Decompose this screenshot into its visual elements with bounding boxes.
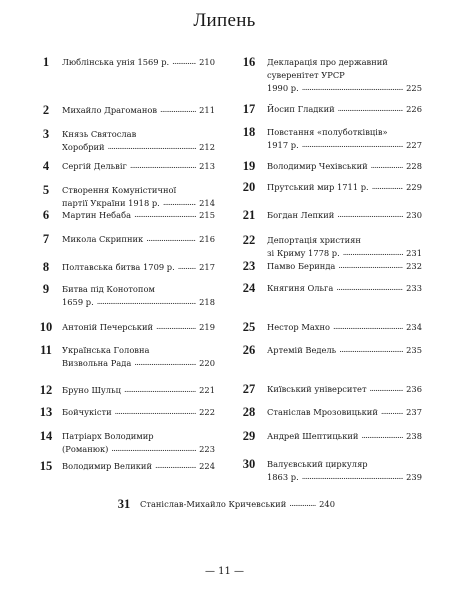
- entry-title-line: Валуєвський циркуляр: [267, 459, 368, 469]
- entry-title-line: Визвольна Рада: [62, 358, 132, 368]
- entry-text: [62, 184, 215, 210]
- dot-leader: [302, 81, 403, 94]
- entry-text: [267, 383, 422, 396]
- entry-number: 14: [39, 429, 53, 443]
- dot-leader: [97, 295, 196, 308]
- dot-leader: [338, 102, 404, 115]
- dot-leader: [178, 260, 196, 273]
- entry-number: 29: [242, 429, 256, 443]
- entry-number: 1: [42, 55, 50, 69]
- entry-title-line: Андрей Шептицький: [267, 431, 359, 441]
- entry-number: 19: [242, 159, 256, 173]
- entry-page: 219: [199, 322, 215, 332]
- entry-number: 12: [39, 383, 53, 397]
- entry-page: 218: [199, 297, 215, 307]
- entry-text: [267, 209, 422, 222]
- dot-leader: [336, 281, 403, 294]
- entry-page: 233: [406, 283, 422, 293]
- entry-title-line: Станіслав Мрозовицький: [267, 407, 378, 417]
- entry-text: [267, 103, 422, 116]
- dot-leader: [289, 497, 316, 510]
- entry-title-line: 1863 р.: [267, 472, 299, 482]
- entry-page: 212: [199, 142, 215, 152]
- entry-number: 10: [39, 320, 53, 334]
- entry-text: [267, 430, 422, 443]
- entry-text: [62, 344, 215, 370]
- entry-page: 221: [199, 385, 215, 395]
- dot-leader: [371, 159, 403, 172]
- entry-title-line: Володимир Чехівський: [267, 161, 368, 171]
- entry-title-line: Київський університет: [267, 384, 367, 394]
- entry-title-line: 1917 р.: [267, 140, 299, 150]
- entry-title-line: Володимир Великий: [62, 461, 152, 471]
- entry-title-line: (Романюк): [62, 444, 109, 454]
- dot-leader: [108, 140, 197, 153]
- entry-number: 13: [39, 405, 53, 419]
- entry-title-line: Нестор Махно: [267, 322, 330, 332]
- entry-page: 236: [406, 384, 422, 394]
- page-number: — 11 —: [204, 566, 245, 577]
- entry-title-line: Бруно Шульц: [62, 385, 121, 395]
- entry-title-line: Бойчукісти: [62, 407, 112, 417]
- dot-leader: [337, 208, 403, 221]
- dot-leader: [370, 382, 404, 395]
- entry-number: 4: [42, 159, 50, 173]
- entry-title-line: Прутський мир 1711 р.: [267, 182, 369, 192]
- entry-text: [140, 498, 335, 511]
- entry-number: 22: [242, 233, 256, 247]
- entry-page: 224: [199, 461, 215, 471]
- entry-number: 16: [242, 55, 256, 69]
- dot-leader: [124, 383, 196, 396]
- dot-leader: [134, 208, 196, 221]
- dot-leader: [339, 343, 403, 356]
- entry-page: 223: [199, 444, 215, 454]
- entry-title-line: партії України 1918 р.: [62, 198, 160, 208]
- entry-page: 232: [406, 261, 422, 271]
- entry-text: [267, 344, 422, 357]
- entry-page: 214: [199, 198, 215, 208]
- entry-text: [62, 56, 215, 69]
- entry-number: 17: [242, 102, 256, 116]
- entry-number: 11: [40, 343, 52, 357]
- dot-leader: [155, 459, 196, 472]
- dot-leader: [160, 103, 196, 116]
- entry-page: 238: [406, 431, 422, 441]
- entry-title-line: Депортація християн: [267, 235, 361, 245]
- entry-title-line: Створення Комуністичної: [62, 185, 177, 195]
- dot-leader: [381, 405, 403, 418]
- entry-text: [267, 321, 422, 334]
- dot-leader: [302, 138, 403, 151]
- entry-page: 229: [406, 182, 422, 192]
- dot-leader: [372, 180, 403, 193]
- dot-leader: [130, 159, 196, 172]
- entry-page: 225: [406, 83, 422, 93]
- entry-title: Станіслав-Михайло Кричевський: [140, 499, 287, 509]
- dot-leader: [111, 442, 196, 455]
- entry-title-line: Князь Святослав: [62, 129, 137, 139]
- entry-text: [62, 460, 215, 473]
- dot-leader: [134, 356, 196, 369]
- entry-page: 217: [199, 262, 215, 272]
- entry-title-line: Люблінська унія 1569 р.: [62, 57, 170, 67]
- entry-number: 30: [242, 457, 256, 471]
- entry-number: 25: [242, 320, 256, 334]
- dot-leader: [333, 320, 403, 333]
- entry-title-line: Українська Головна: [62, 345, 150, 355]
- dot-leader: [338, 259, 403, 272]
- entry-text: [62, 321, 215, 334]
- entry-page: 235: [406, 345, 422, 355]
- entry-title-line: Повстання «полуботківців»: [267, 127, 388, 137]
- entry-title-line: Декларація про державний: [267, 57, 388, 67]
- entry-page: 227: [406, 140, 422, 150]
- entry-text: [267, 181, 422, 194]
- entry-page: 234: [406, 322, 422, 332]
- dot-leader: [115, 405, 197, 418]
- entry-text: [62, 261, 215, 274]
- entry-number: 6: [42, 208, 50, 222]
- entry-text: [267, 282, 422, 295]
- entry-text: [62, 406, 215, 419]
- entry-title-line: Антоній Печерський: [62, 322, 154, 332]
- entry-number: 7: [42, 232, 50, 246]
- dot-leader: [156, 320, 196, 333]
- entry-title-line: Богдан Лепкий: [267, 210, 335, 220]
- entry-number: 24: [242, 281, 256, 295]
- entry-number: 9: [42, 282, 50, 296]
- entry-text: [62, 430, 215, 456]
- entry-text: [267, 160, 422, 173]
- entry-text: [62, 104, 215, 117]
- entry-number: 28: [242, 405, 256, 419]
- entry-page: 210: [199, 57, 215, 67]
- entry-title-line: зі Криму 1778 р.: [267, 248, 340, 258]
- dot-leader: [146, 232, 196, 245]
- entry-text: [62, 283, 215, 309]
- entry-page: 213: [199, 161, 215, 171]
- entry-page: 239: [406, 472, 422, 482]
- entry-text: [62, 384, 215, 397]
- entry-text: [62, 209, 215, 222]
- entry-number: 27: [242, 382, 256, 396]
- entry-page: 231: [406, 248, 422, 258]
- dot-leader: [302, 470, 403, 483]
- entry-text: [62, 128, 215, 154]
- dot-leader: [172, 55, 196, 68]
- entry-text: [267, 406, 422, 419]
- entry-number: 3: [42, 127, 50, 141]
- entry-page: 228: [406, 161, 422, 171]
- entry-title-line: Хоробрий: [62, 142, 105, 152]
- entry-number: 20: [242, 180, 256, 194]
- entry-page: 230: [406, 210, 422, 220]
- entry-title-line: Битва під Конотопом: [62, 284, 155, 294]
- entry-page: 216: [199, 234, 215, 244]
- entry-number: 2: [42, 103, 50, 117]
- entry-number: 15: [39, 459, 53, 473]
- entry-text: [267, 260, 422, 273]
- entry-page: 226: [406, 104, 422, 114]
- entry-title-line: Михайло Драгоманов: [62, 105, 158, 115]
- entry-title-line: Патріарх Володимир: [62, 431, 154, 441]
- entry-title-line: 1990 р.: [267, 83, 299, 93]
- entry-number: 5: [42, 183, 50, 197]
- entry-text: [62, 160, 215, 173]
- entry-number: 26: [242, 343, 256, 357]
- entry-page: 215: [199, 210, 215, 220]
- entry-text: [267, 56, 422, 95]
- entry-number: 31: [117, 497, 131, 511]
- entry-title-line: Артемій Ведель: [267, 345, 337, 355]
- entry-page: 220: [199, 358, 215, 368]
- entry-title-line: 1659 р.: [62, 297, 94, 307]
- entry-text: [267, 234, 422, 260]
- entry-title-line: Полтавська битва 1709 р.: [62, 262, 175, 272]
- page-title: Липень: [193, 10, 256, 31]
- entry-title-line: суверенітет УРСР: [267, 70, 345, 80]
- entry-title-line: Йосип Гладкий: [267, 104, 335, 114]
- entry-number: 8: [42, 260, 50, 274]
- entry-title-line: Княгиня Ольга: [267, 283, 334, 293]
- entry-title-line: Микола Скрипник: [62, 234, 144, 244]
- entry-title-line: Мартин Небаба: [62, 210, 132, 220]
- entry-number: 18: [242, 125, 256, 139]
- entry-page: 222: [199, 407, 215, 417]
- entry-page: 237: [406, 407, 422, 417]
- entry-title-line: Сергій Дельвіг: [62, 161, 127, 171]
- entry-title-line: Памво Беринда: [267, 261, 336, 271]
- entry-number: 23: [242, 259, 256, 273]
- entry-page: 211: [199, 105, 215, 115]
- dot-leader: [343, 246, 403, 259]
- entry-number: 21: [242, 208, 256, 222]
- entry-text: [267, 458, 422, 484]
- entry-text: [62, 233, 215, 246]
- entry-page: 240: [319, 499, 335, 509]
- dot-leader: [361, 429, 403, 442]
- entry-text: [267, 126, 422, 152]
